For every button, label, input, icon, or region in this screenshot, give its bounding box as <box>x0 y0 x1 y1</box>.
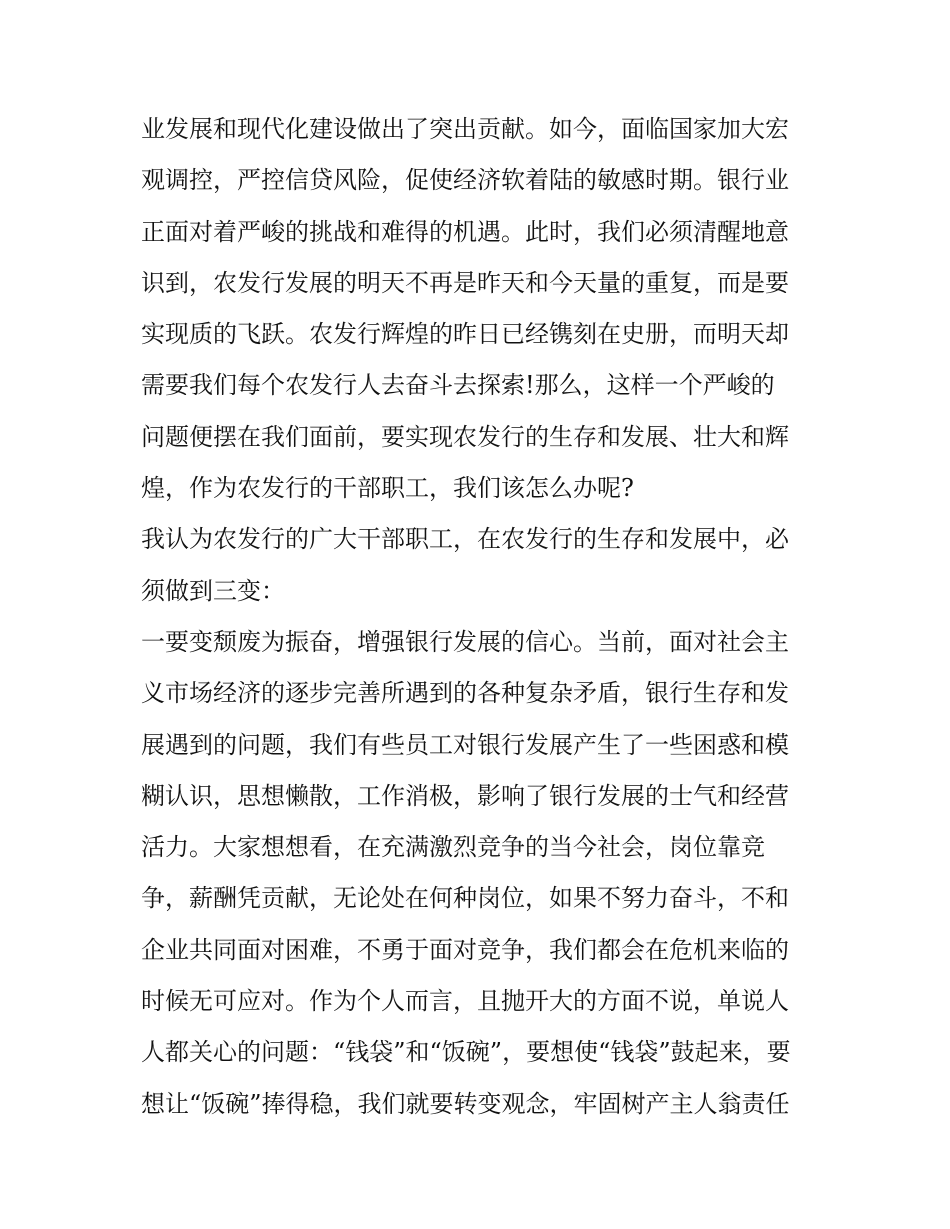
text-line: 观调控，严控信贷风险，促使经济软着陆的敏感时期。银行业 <box>141 166 789 195</box>
text-line: 业发展和现代化建设做出了突出贡献。如今，面临国家加大宏 <box>141 115 789 143</box>
text-line: 争，薪酬凭贡献，无论处在何种岗位，如果不努力奋斗，不和 <box>141 884 789 913</box>
text-line: 义市场经济的逐步完善所遇到的各种复杂矛盾，银行生存和发 <box>141 679 789 708</box>
text-line: 识到，农发行发展的明天不再是昨天和今天量的重复，而是要 <box>141 268 789 297</box>
text-line: 需要我们每个农发行人去奋斗去探索!那么，这样一个严峻的 <box>141 371 775 400</box>
text-line: 实现质的飞跃。农发行辉煌的昨日已经镌刻在史册，而明天却 <box>141 320 789 349</box>
text-line: 我认为农发行的广大干部职工，在农发行的生存和发展中，必 <box>141 525 789 554</box>
text-line: 正面对着严峻的挑战和难得的机遇。此时，我们必须清醒地意 <box>141 217 789 246</box>
text-line: 须做到三变： <box>141 576 285 605</box>
text-line: 问题便摆在我们面前，要实现农发行的生存和发展、壮大和辉 <box>141 422 789 451</box>
text-line: 时候无可应对。作为个人而言，且抛开大的方面不说，单说人 <box>141 987 789 1016</box>
text-line: 企业共同面对困难，不勇于面对竞争，我们都会在危机来临的 <box>141 935 789 964</box>
text-line: 煌，作为农发行的干部职工，我们该怎么办呢? <box>141 474 634 503</box>
text-line: 一要变颓废为振奋，增强银行发展的信心。当前，面对社会主 <box>141 627 789 656</box>
text-line: 活力。大家想想看，在充满激烈竞争的当今社会，岗位靠竞 <box>141 833 765 862</box>
text-line: 糊认识，思想懒散，工作消极，影响了银行发展的士气和经营 <box>141 781 789 810</box>
text-line: 展遇到的问题，我们有些员工对银行发展产生了一些困惑和模 <box>141 730 789 759</box>
text-line: 想让“饭碗”捧得稳，我们就要转变观念，牢固树产主人翁责任 <box>141 1089 790 1118</box>
text-line: 人都关心的问题：“钱袋”和“饭碗”，要想使“钱袋”鼓起来，要 <box>141 1038 791 1067</box>
document-body <box>141 104 821 1130</box>
